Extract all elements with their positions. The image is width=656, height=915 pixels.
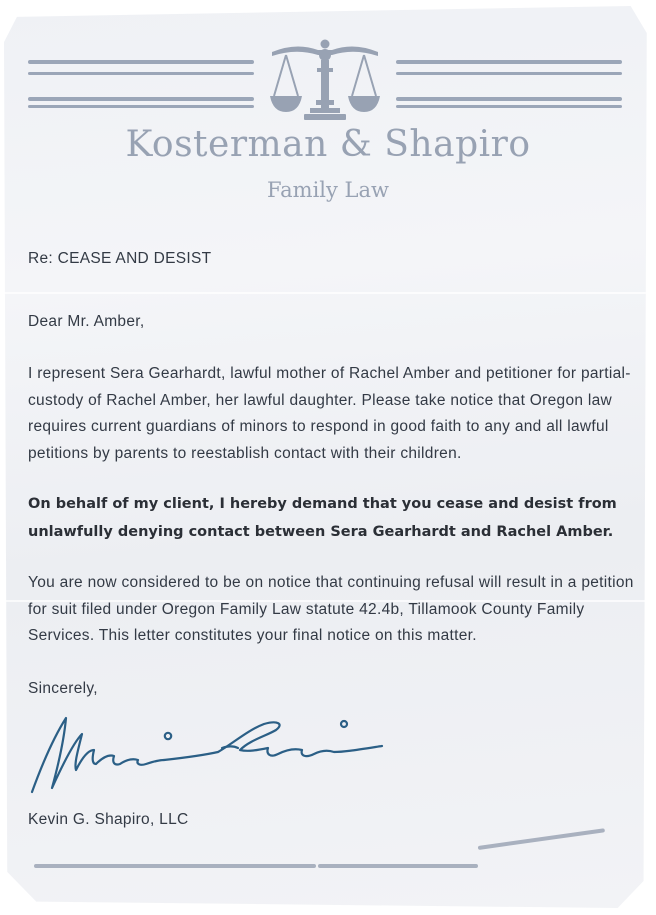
handwritten-signature-icon [22,700,392,810]
letter-demand-statement: On behalf of my client, I hereby demand that you cease and desist from unlawfully denying contact between Sera Gearhardt and Rachel Amber. [28,496,617,540]
header-rule-right-bottom [396,97,622,101]
header-rule-left-bottom-2 [28,105,254,108]
header-rule-left-top-2 [28,72,254,75]
letter-salutation: Dear Mr. Amber, [28,313,145,330]
firm-practice-area: Family Law [267,178,389,202]
header-rule-left-top [28,60,254,64]
header-rule-left-bottom [28,97,254,101]
letter-body-paragraph-2: You are now considered to be on notice that continuing refusal will result in a petition for suit filed under Oregon Family Law statute 42.4b, Tillamook County Family Services. This letter constitutes your final notice on this matter. [28,574,634,644]
letter-body-paragraph-1: I represent Sera Gearhardt, lawful mother of Rachel Amber and petitioner for partial-custody of Rachel Amber, her lawful daughter. Please take notice that Oregon law requires current guardians of minors to respond in good faith to any and all lawful petitions by parents to reestablish contact with their children. [28,365,631,462]
paper-fold-crease [4,292,650,294]
header-rule-right-top-2 [396,72,622,75]
letter-closing: Sincerely, [28,680,98,697]
letter-subject: Re: CEASE AND DESIST [28,250,212,267]
letter-signatory: Kevin G. Shapiro, LLC [28,811,189,828]
header-rule-right-bottom-2 [396,105,622,108]
header-rule-right-top [396,60,622,64]
footer-rule-left [34,864,316,868]
firm-name: Kosterman & Shapiro [125,124,531,165]
scales-of-justice-icon [266,38,384,128]
footer-rule-middle [318,864,478,868]
